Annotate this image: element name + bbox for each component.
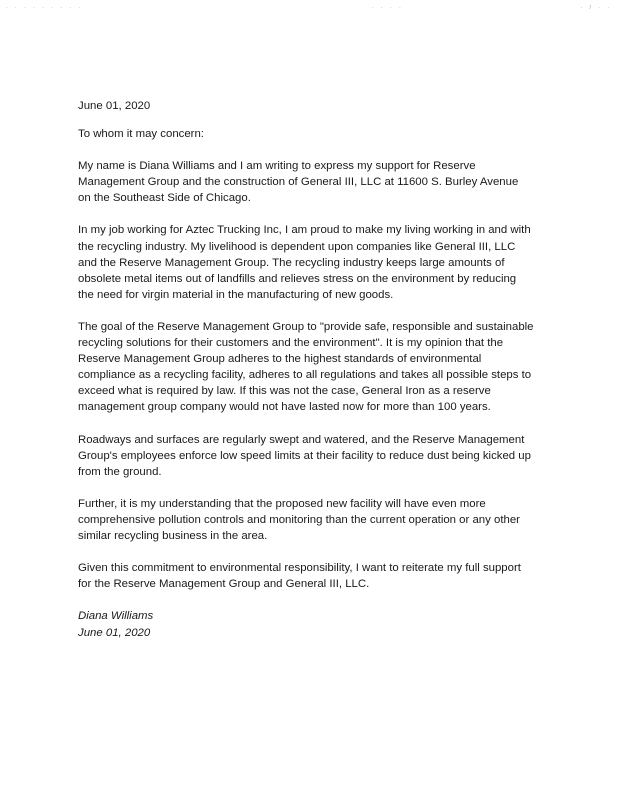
fax-header-right: · / · · [580,5,612,11]
letter-paragraph-job: In my job working for Aztec Trucking Inc, I am proud to make my living working in and with the recycling industry. My livelihood is dependent upon companies like General III, LLC and the Reserve Management Group. The recycling industry keeps large amounts of obsolete metal items out of landfills and relieves stress on the environment by reducing the need for virgin material in the manufacturing of new goods. [78,224,531,301]
letter-body [78,98,534,641]
letter-paragraph-closing: Given this commitment to environmental responsibility, I want to reiterate my full support for the Reserve Management Group and General III, LLC. [78,562,521,591]
letter-salutation: To whom it may concern: [78,128,204,141]
signature-block [78,608,534,641]
letter-date: June 01, 2020 [78,100,151,112]
signature-date: June 01, 2020 [78,626,151,639]
fax-header-left: · · · · · · · · · [6,5,84,11]
signature-name: Diana Williams [78,610,154,623]
letter-paragraph-intro: My name is Diana Williams and I am writing to express my support for Reserve Management Group and the construction of General III, LLC at 11600 S. Burley Avenue on the Southeast Side of Chicago. [78,160,519,205]
fax-transmission-header [6,5,612,13]
fax-header-center: · · · · [372,5,404,11]
letter-paragraph-facility: Further, it is my understanding that the proposed new facility will have even more comprehensive pollution controls and monitoring than the current operation or any other similar recycling business in the area. [78,497,520,542]
letter-paragraph-goal: The goal of the Reserve Management Group to "provide safe, responsible and sustainable recycling solutions for their customers and the environment". It is my opinion that the Reserve Management Group adheres to the highest standards of environmental compliance as a recycling facility, adheres to all regulations and takes all possible steps to exceed what is required by law. If this was not the case, General Iron as a reserve management group company would not have lasted now for more than 100 years. [78,320,534,414]
letter-paragraph-roadways: Roadways and surfaces are regularly swept and watered, and the Reserve Management Group's employees enforce low speed limits at their facility to reduce dust being kicked up from the ground. [78,433,531,478]
